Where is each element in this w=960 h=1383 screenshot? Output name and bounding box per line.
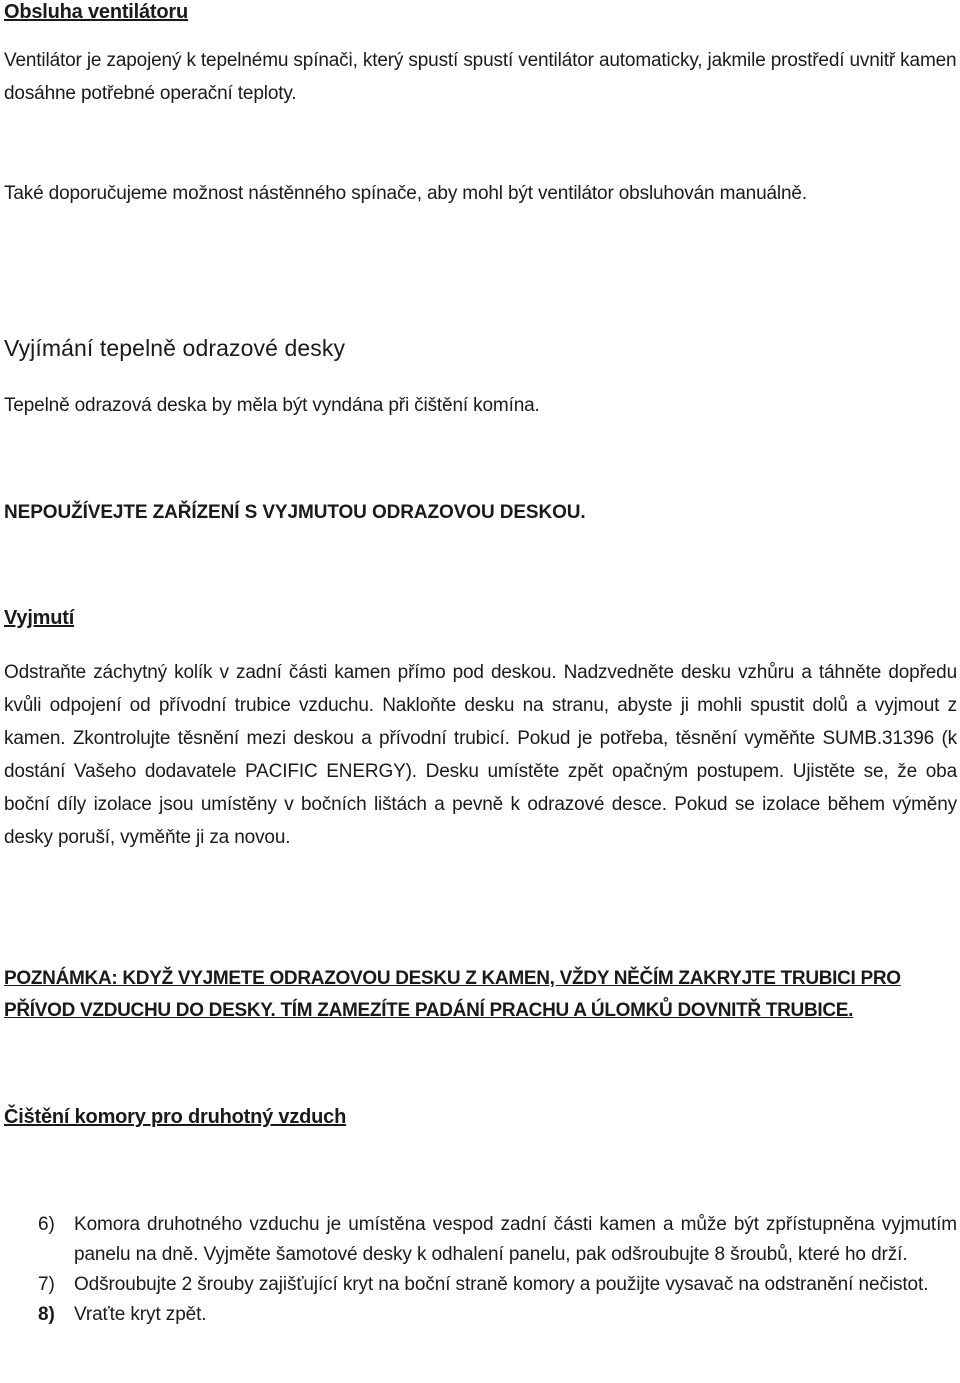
plate-paragraph: Tepelně odrazová deska by měla být vyndána při čištění komína.	[4, 395, 540, 416]
list-item	[38, 1270, 957, 1300]
removal-note: POZNÁMKA: KDYŽ VYJMETE ODRAZOVOU DESKU Z KAMEN, VŽDY NĚČÍM ZAKRYJTE TRUBICI PRO PŘÍVOD VZDUCHU DO DESKY. TÍM ZAMEZÍTE PADÁNÍ PRACHU A ÚLOMKŮ DOVNITŘ TRUBICE.	[4, 968, 901, 1021]
step-number: 7)	[38, 1274, 55, 1295]
removal-paragraph: Odstraňte záchytný kolík v zadní části kamen přímo pod deskou. Nadzvedněte desku vzhůru a táhněte dopředu kvůli odpojení od přívodní trubice vzduchu. Nakloňte desku na stranu, abyste ji mohli spustit dolů a vyjmout z kamen. Zkontrolujte těsnění mezi deskou a přívodní trubicí. Pokud je potřeba, těsnění vyměňte SUMB.31396 (k dostání Vašeho dodavatele PACIFIC ENERGY). Desku umístěte zpět opačným postupem. Ujistěte se, že oba boční díly izolace jsou umístěny v bočních lištách a pevně k odrazové desce. Pokud se izolace během výměny desky poruší, vyměňte ji za novou.	[4, 662, 957, 848]
step-text: Vraťte kryt zpět.	[74, 1304, 207, 1325]
chamber-heading: Čištění komory pro druhotný vzduch	[4, 1106, 347, 1128]
step-number: 6)	[38, 1214, 55, 1235]
step-text: Komora druhotného vzduchu je umístěna vespod zadní části kamen a může být zpřístupněna vyjmutím panelu na dně. Vyjměte šamotové desky k odhalení panelu, pak odšroubujte 8 šroubů, které ho drží.	[74, 1214, 957, 1265]
fan-paragraph-1: Ventilátor je zapojený k tepelnému spínači, který spustí spustí ventilátor automaticky, jakmile prostředí uvnitř kamen dosáhne potřebné operační teploty.	[4, 50, 957, 104]
chamber-steps-list	[38, 1210, 957, 1330]
fan-paragraph-2: Také doporučujeme možnost nástěnného spínače, aby mohl být ventilátor obsluhován manuálně.	[4, 183, 807, 204]
plate-heading: Vyjímání tepelně odrazové desky	[4, 335, 346, 361]
step-text: Odšroubujte 2 šrouby zajišťující kryt na boční straně komory a použijte vysavač na odstranění nečistot.	[74, 1274, 929, 1295]
fan-heading: Obsluha ventilátoru	[4, 1, 189, 23]
list-item	[38, 1210, 957, 1270]
list-item	[38, 1300, 957, 1330]
removal-heading: Vyjmutí	[4, 607, 75, 629]
plate-warning: NEPOUŽÍVEJTE ZAŘÍZENÍ S VYJMUTOU ODRAZOVOU DESKOU.	[4, 502, 586, 523]
step-number: 8)	[38, 1304, 55, 1325]
